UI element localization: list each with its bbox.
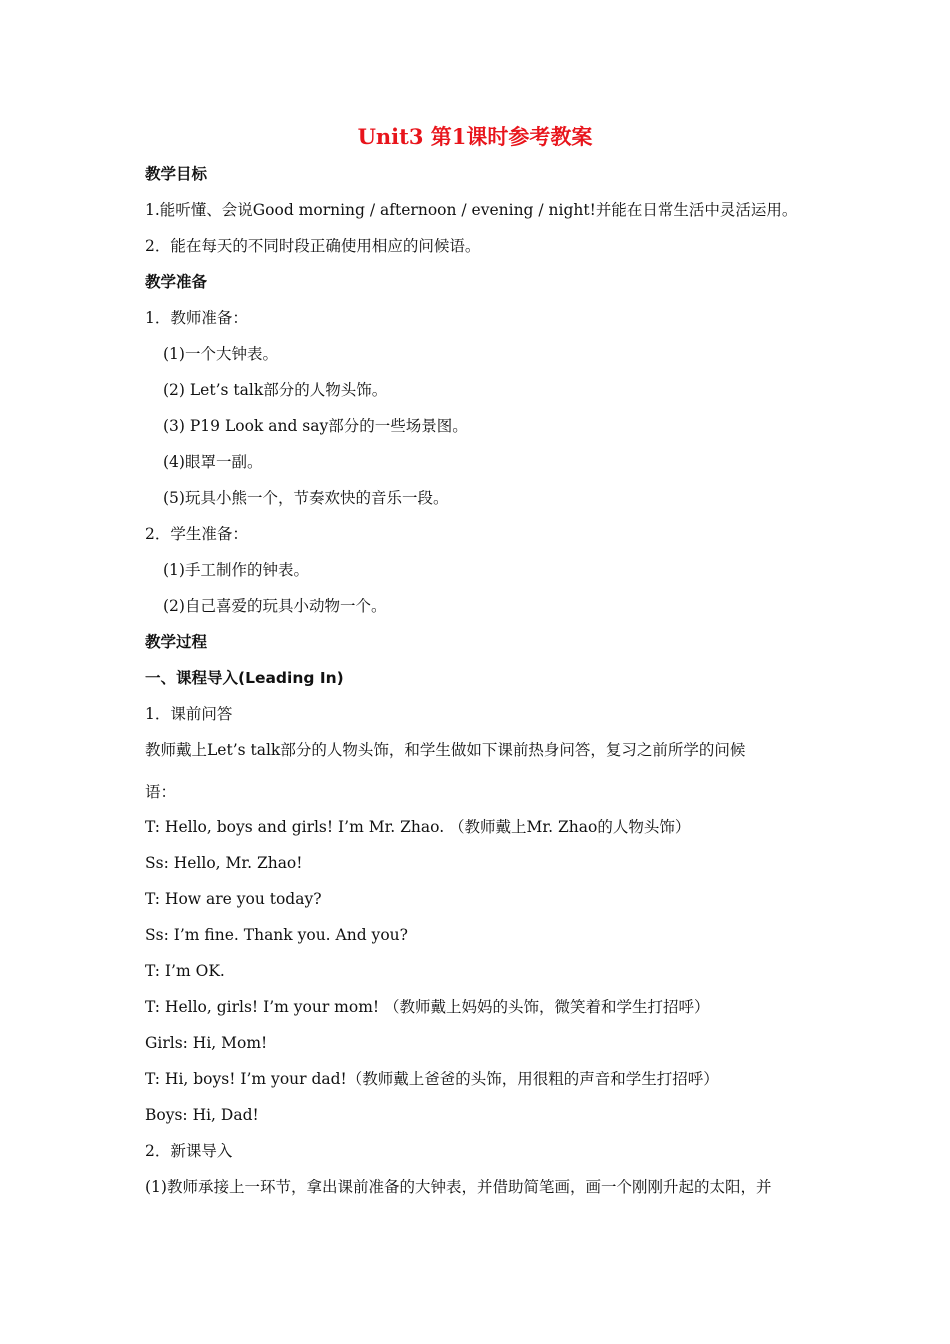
body-text-line: 语： [145,783,177,801]
body-text-line: T: How are you today? [145,890,322,908]
body-text-line: 2．能在每天的不同时段正确使用相应的问候语。 [145,237,481,255]
section-heading: 教学准备 [145,273,208,291]
body-text-line: (2) Let’s talk部分的人物头饰。 [163,381,388,399]
body-text-line: Ss: Hello, Mr. Zhao! [145,854,303,872]
body-text-line: Boys: Hi, Dad! [145,1106,259,1124]
body-text-line: T: Hello, boys and girls! I’m Mr. Zhao. （教师戴上Mr. Zhao的人物头饰） [145,818,691,836]
body-text-line: (2)自己喜爱的玩具小动物一个。 [163,597,387,615]
body-text-line: (5)玩具小熊一个，节奏欢快的音乐一段。 [163,489,449,507]
body-text-line: 1.能听懂、会说Good morning / afternoon / evening / night!并能在日常生活中灵活运用。 [145,201,798,219]
body-text-line: 2．学生准备： [145,525,248,543]
section-heading: 一、课程导入(Leading In) [145,669,344,687]
body-text-line: (3) P19 Look and say部分的一些场景图。 [163,417,468,435]
body-text-line: T: Hi, boys! I’m your dad!（教师戴上爸爸的头饰，用很粗的声音和学生打招呼） [145,1070,719,1088]
body-text-line: (4)眼罩一副。 [163,453,263,471]
body-text-line: T: I’m OK. [145,962,225,980]
body-text-line: Girls: Hi, Mom! [145,1034,268,1052]
body-text-line: 2．新课导入 [145,1142,233,1160]
body-text-line: (1)一个大钟表。 [163,345,278,363]
body-text-line: 1．教师准备： [145,309,248,327]
body-text-line: (1)教师承接上一环节，拿出课前准备的大钟表，并借助简笔画，画一个刚刚升起的太阳，并 [145,1178,772,1196]
section-heading: 教学过程 [145,633,208,651]
body-text-line: 1．课前问答 [145,705,233,723]
body-text-line: Ss: I’m fine. Thank you. And you? [145,926,408,944]
body-text-line: T: Hello, girls! I’m your mom! （教师戴上妈妈的头饰，微笑着和学生打招呼） [145,998,710,1016]
document-title: Unit3 第1课时参考教案 [357,124,593,149]
body-text-line: (1)手工制作的钟表。 [163,561,309,579]
body-text-line: 教师戴上Let’s talk部分的人物头饰，和学生做如下课前热身问答，复习之前所学的问候 [145,741,746,759]
section-heading: 教学目标 [145,165,208,183]
